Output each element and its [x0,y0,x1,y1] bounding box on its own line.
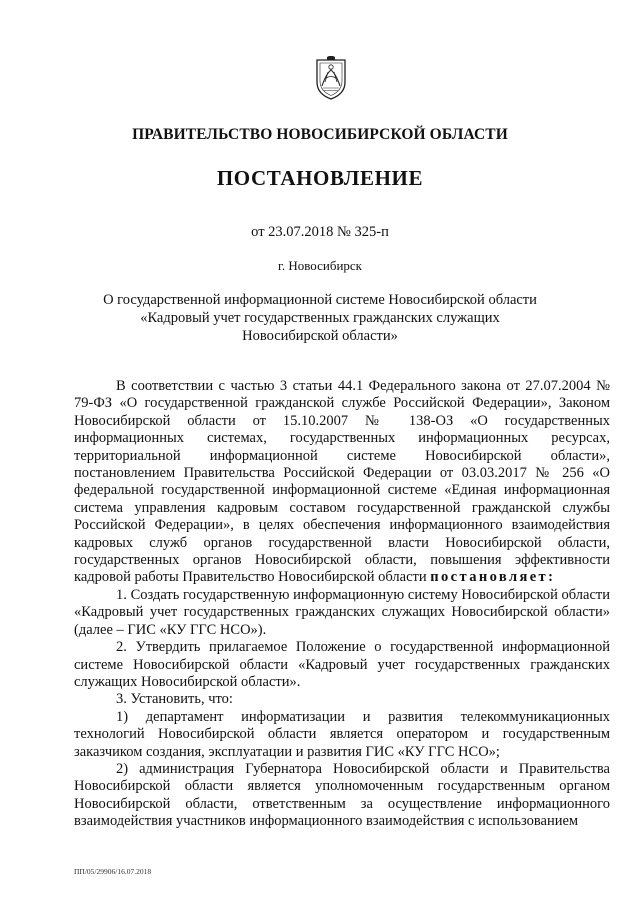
document-subject: О государственной информационной системе Новосибирской области «Кадровый учет государственных гражданских служащих Новосибирской области» [103,292,537,344]
preamble-text: В соответствии с частью 3 статьи 44.1 Федерального закона от 27.07.2004 № 79-ФЗ «О государственной гражданской службе Российской Федерации», Законом Новосибирской области от 15.10.2007 № 138-ОЗ «О государственных информационных системах, государственных информационных ресурсах, территориальной информационной системе Новосибирской области», постановлением Правительства Российской Федерации от 03.03.2017 № 256 «О федеральной государственной информационной системе «Единая информационная система управления кадровым составом государственной гражданской службы Российской Федерации», в целях обеспечения информационного взаимодействия кадровых служб органов государственной власти Новосибирской области, государственных органов Новосибирской области, повышения эффективности кадровой работы Правительство Новосибирской области [74,378,610,586]
paragraph-item-1: 1. Создать государственную информационную систему Новосибирской области «Кадровый учет государственных гражданских служащих Новосибирской области» (далее – ГИС «КУ ГГС НСО»). [74,586,610,638]
paragraph-item-3: 3. Установить, что: [116,691,233,708]
paragraph-item-2: 2. Утвердить прилагаемое Положение о государственной информационной системе Новосибирской области «Кадровый учет государственных гражданских служащих Новосибирской области». [74,639,610,690]
document-type: ПОСТАНОВЛЕНИЕ [216,166,424,190]
paragraph-preamble [74,378,610,587]
paragraph-item-3-1: 1) департамент информатизации и развития телекоммуникационных технологий Новосибирской области является оператором и государственным заказчиком создания, эксплуатации и развития ГИС «КУ ГГС НСО»; [74,708,610,760]
footer-code: ПП/05/29906/16.07.2018 [74,867,152,876]
government-title: ПРАВИТЕЛЬСТВО НОВОСИБИРСКОЙ ОБЛАСТИ [132,126,508,143]
paragraph-item-3-2: 2) администрация Губернатора Новосибирской области и Правительства Новосибирской области является уполномоченным государственным органом Новосибирской области, ответственным за осуществление информационного взаимодействия участников информационного взаимодействия с использованием [74,760,610,830]
document-city: г. Новосибирск [277,258,362,273]
document-body [74,378,610,831]
decree-word: постановляет: [430,569,556,586]
document-date-number: от 23.07.2018 № 325-п [251,224,389,240]
coat-of-arms-icon [314,56,348,100]
